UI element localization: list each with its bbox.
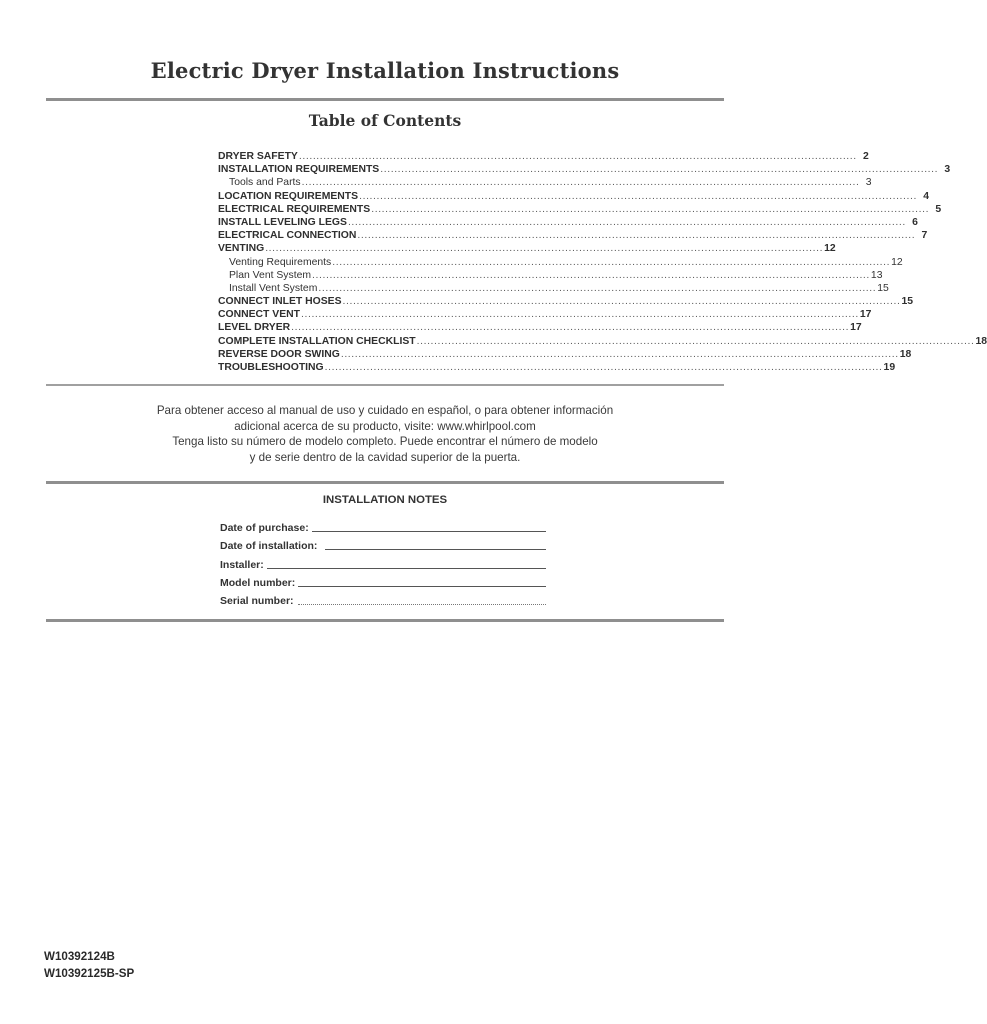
toc-entry-label: ELECTRICAL CONNECTION: [218, 230, 357, 242]
toc-dot-leader: ................................................................................................................................................................: [312, 269, 870, 281]
part-number: W10392124B: [44, 950, 115, 963]
toc-entry-label: Venting Requirements: [229, 256, 332, 268]
toc-divider: [46, 384, 724, 386]
toc-dot-leader: ................................................................................................................................................................: [265, 243, 824, 255]
toc-entry-page: 17: [859, 309, 872, 321]
toc-dot-leader: ................................................................................................................................................................: [332, 256, 891, 268]
toc-dot-leader: ................................................................................................................................................................: [342, 296, 901, 308]
toc-dot-leader: ................................................................................................................................................................: [340, 348, 899, 360]
toc-entry[interactable]: [218, 361, 896, 374]
installation-notes-heading: INSTALLATION NOTES: [322, 494, 448, 506]
toc-dot-leader: ................................................................................................................................................................: [416, 335, 975, 347]
write-in-line[interactable]: [298, 595, 546, 605]
toc-entry[interactable]: [218, 216, 918, 229]
toc-entry-page: 15: [877, 282, 889, 294]
toc-entry[interactable]: [218, 203, 942, 216]
toc-entry[interactable]: [218, 335, 987, 348]
toc-entry-label: ELECTRICAL REQUIREMENTS: [218, 203, 371, 215]
toc-entry-page: 3: [865, 177, 872, 189]
toc-entry[interactable]: [218, 295, 914, 308]
toc-entry-label: INSTALLATION REQUIREMENTS: [218, 164, 380, 176]
toc-entry-label: INSTALL LEVELING LEGS: [218, 216, 347, 228]
title-divider: [46, 98, 724, 101]
table-of-contents: [218, 150, 987, 374]
write-in-line[interactable]: [298, 577, 546, 587]
toc-entry[interactable]: [218, 321, 862, 334]
toc-entry[interactable]: [218, 269, 883, 282]
toc-dot-leader: ................................................................................................................................................................: [298, 151, 857, 162]
toc-entry[interactable]: [218, 308, 872, 321]
toc-entry[interactable]: [218, 229, 928, 242]
toc-dot-leader: ................................................................................................................................................................: [318, 282, 877, 294]
toc-entry-label: CONNECT VENT: [218, 309, 300, 321]
toc-entry-label: LEVEL DRYER: [218, 322, 291, 334]
spanish-note-line: Para obtener acceso al manual de uso y cuidado en español, o para obtener información: [156, 404, 614, 417]
toc-entry-label: Tools and Parts: [229, 177, 301, 189]
installer-field[interactable]: [220, 552, 546, 570]
spanish-note-line: Tenga listo su número de modelo completo. Puede encontrar el número de modelo: [172, 435, 598, 449]
toc-entry-label: DRYER SAFETY: [218, 151, 298, 162]
date-of-installation-field[interactable]: [220, 534, 546, 552]
write-in-line[interactable]: [325, 540, 546, 550]
toc-entry-label: TROUBLESHOOTING: [218, 362, 324, 373]
toc-entry-page: 12: [824, 243, 836, 255]
toc-entry-page: 3: [944, 164, 951, 176]
toc-entry-page: 18: [975, 335, 987, 347]
field-label: Model number:: [220, 576, 296, 589]
serial-number-field[interactable]: [220, 589, 546, 607]
toc-entry[interactable]: [218, 242, 836, 255]
date-of-purchase-field[interactable]: [220, 516, 546, 534]
toc-heading: Table of Contents: [308, 111, 462, 130]
toc-entry-page: 17: [850, 322, 862, 334]
field-label: Date of purchase:: [220, 522, 309, 535]
write-in-line[interactable]: [312, 522, 546, 532]
toc-dot-leader: ................................................................................................................................................................: [347, 216, 906, 228]
spanish-divider: [46, 481, 724, 484]
toc-entry-page: 2: [863, 151, 869, 162]
toc-entry-page: 5: [935, 203, 942, 215]
toc-dot-leader: ................................................................................................................................................................: [371, 203, 930, 215]
toc-entry[interactable]: [218, 150, 869, 163]
spanish-language-note: [0, 403, 770, 465]
toc-entry-label: CONNECT INLET HOSES: [218, 296, 342, 308]
toc-entry[interactable]: [218, 256, 903, 269]
installation-notes-form: [220, 516, 546, 607]
toc-dot-leader: ................................................................................................................................................................: [359, 190, 917, 202]
spanish-note-line: adicional acerca de su producto, visite: www.whirlpool.com: [234, 419, 536, 433]
toc-entry-label: LOCATION REQUIREMENTS: [218, 190, 359, 202]
toc-entry-label: Install Vent System: [229, 282, 318, 294]
document-title: Electric Dryer Installation Instructions: [150, 58, 620, 83]
toc-dot-leader: ................................................................................................................................................................: [324, 362, 883, 373]
toc-entry[interactable]: [218, 176, 872, 189]
toc-entry[interactable]: [218, 348, 912, 361]
write-in-line[interactable]: [267, 559, 546, 569]
toc-entry-label: COMPLETE INSTALLATION CHECKLIST: [218, 335, 416, 347]
field-label: Installer:: [220, 558, 264, 571]
toc-entry-page: 4: [923, 190, 929, 202]
toc-entry-page: 12: [891, 256, 903, 268]
toc-entry-page: 19: [883, 362, 896, 373]
toc-entry-label: Plan Vent System: [229, 269, 312, 281]
toc-entry-page: 7: [921, 230, 928, 242]
toc-entry[interactable]: [218, 163, 951, 176]
toc-entry-page: 13: [870, 269, 883, 281]
field-label: Date of installation:: [220, 540, 318, 553]
field-label: Serial number:: [220, 594, 294, 607]
toc-entry[interactable]: [218, 190, 929, 203]
toc-entry-page: 15: [901, 296, 914, 308]
part-number: W10392125B-SP: [44, 966, 135, 980]
toc-dot-leader: ................................................................................................................................................................: [380, 164, 939, 176]
toc-entry-page: 6: [912, 216, 918, 228]
toc-entry-label: REVERSE DOOR SWING: [218, 348, 340, 360]
toc-dot-leader: ................................................................................................................................................................: [357, 230, 916, 242]
model-number-field[interactable]: [220, 571, 546, 589]
toc-entry-page: 18: [899, 348, 912, 360]
toc-entry-label: VENTING: [218, 243, 265, 255]
toc-dot-leader: ................................................................................................................................................................: [301, 177, 860, 189]
toc-dot-leader: ................................................................................................................................................................: [300, 309, 859, 321]
toc-entry[interactable]: [218, 282, 889, 295]
notes-divider: [46, 619, 724, 622]
spanish-note-line: y de serie dentro de la cavidad superior de la puerta.: [249, 450, 521, 464]
toc-dot-leader: ................................................................................................................................................................: [291, 322, 850, 334]
part-numbers: [44, 949, 134, 982]
